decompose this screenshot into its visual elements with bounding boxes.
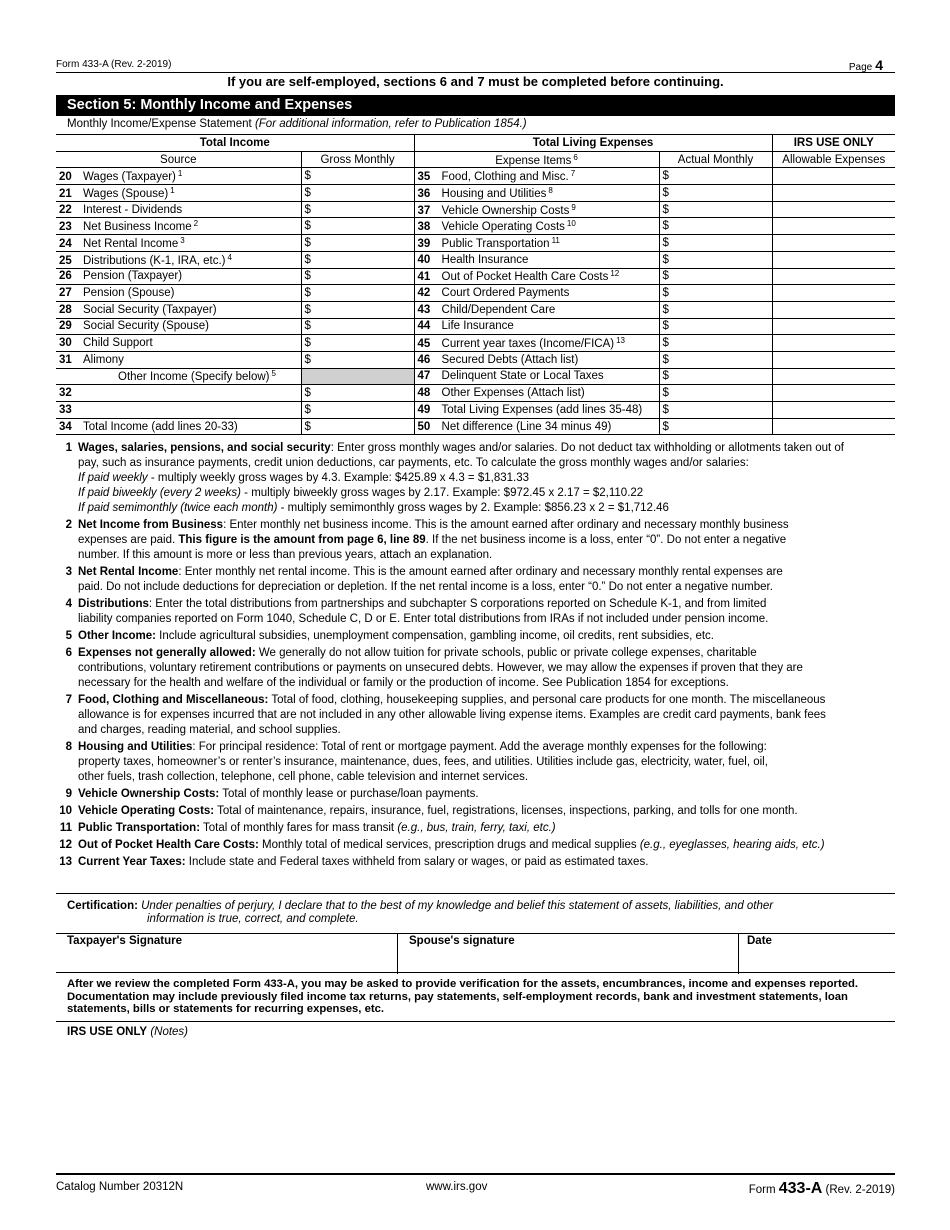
footnote-ref: 5 [271,369,276,379]
table-row [56,301,895,318]
dollar-sign: $ [662,303,669,316]
dollar-sign: $ [662,253,669,266]
dollar-sign: $ [304,203,311,216]
table-row [56,218,895,235]
expense-item-label: Health Insurance [441,253,529,266]
expense-item-cell [414,418,659,435]
expense-item-cell [414,235,659,252]
dollar-sign: $ [662,170,669,183]
dollar-sign: $ [662,270,669,283]
table-row [56,251,895,268]
allowable-expenses-cell [772,268,895,285]
income-source-label: Social Security (Taxpayer) [83,303,217,316]
line-number: 50 [417,420,431,433]
dollar-sign: $ [662,353,669,366]
footnote-2: 2 Net Income from Business: Enter monthly net business income. This is the amount earned after ordinary and necessary monthly business expenses are paid. This figure is the amount from page 6, line 89. If the net business income is a loss, enter “0”. Do not enter a negative number. If this amount is more or less than previous years, attach an explanation. [65,519,789,561]
form-page [56,0,895,1230]
self-employed-notice: If you are self-employed, sections 6 and 7 must be completed before continuing. [227,74,724,89]
expense-item-label: Delinquent State or Local Taxes [441,370,604,383]
table-row [56,335,895,352]
line-number: 25 [59,254,72,267]
dollar-sign: $ [304,320,311,333]
actual-monthly-input[interactable] [659,301,772,318]
dollar-sign: $ [304,287,311,300]
dollar-sign: $ [304,403,311,416]
verification-rule [56,1021,895,1022]
allowable-expenses-cell [772,418,895,435]
dollar-sign: $ [304,236,311,249]
certification-rule [56,893,895,894]
income-source-cell [56,168,301,185]
gross-monthly-input[interactable] [301,218,414,235]
dollar-sign: $ [662,287,669,300]
income-source-cell [56,201,301,218]
actual-monthly-input[interactable] [659,185,772,202]
footnote-ref: 3 [180,235,185,245]
signature-row [56,933,895,973]
dollar-sign: $ [304,253,311,266]
line-number: 21 [59,187,72,200]
expense-item-label: Food, Clothing and Misc. [441,171,569,184]
footnote-ref: 1 [170,185,175,195]
footnote-3: 3 Net Rental Income: Enter monthly net rental income. This is the amount earned after ordinary and necessary monthly rental expenses are paid. Do not include deductions for depreciation or depletion. If the net rental income is a loss, enter “0.” Do not enter a negative number. [65,566,783,593]
actual-monthly-input[interactable] [659,368,772,385]
footnotes [56,441,895,872]
expense-item-label: Current year taxes (Income/FICA) [441,338,615,351]
expense-item-cell [414,218,659,235]
dollar-sign: $ [662,420,669,433]
income-source-cell [56,251,301,268]
table-row [56,168,895,185]
irs-use-only-header: IRS USE ONLY [772,135,895,152]
allowable-expenses-cell [772,351,895,368]
expense-item-cell [414,351,659,368]
expense-item-label: Housing and Utilities [441,187,547,200]
allowable-expenses-cell [772,251,895,268]
footer-rule [56,1173,895,1175]
dollar-sign: $ [662,387,669,400]
income-source-label: Other Income (Specify below) [118,371,270,384]
line-number: 46 [417,353,431,366]
footnote-13: 13 Current Year Taxes: Include state and Federal taxes withheld from salary or wages, or paid as estimated taxes. [59,856,649,868]
gross-monthly-input[interactable] [301,168,414,185]
taxpayer-signature-field[interactable]: Taxpayer's Signature [67,935,183,947]
actual-monthly-input[interactable] [659,218,772,235]
actual-monthly-header: Actual Monthly [659,151,772,168]
expense-item-label: Secured Debts (Attach list) [441,353,579,366]
allowable-expenses-cell [772,385,895,402]
allowable-expenses-cell [772,318,895,335]
dollar-sign: $ [662,236,669,249]
line-number: 47 [417,370,431,383]
line-number: 42 [417,287,431,300]
income-source-cell [56,185,301,202]
expense-item-cell [414,285,659,302]
income-source-cell [56,385,301,402]
footnote-9: 9 Vehicle Ownership Costs: Total of monthly lease or purchase/loan payments. [65,788,479,800]
line-number: 27 [59,287,72,300]
gross-monthly-input[interactable] [301,268,414,285]
table-row [56,351,895,368]
allowable-expenses-cell [772,235,895,252]
gross-monthly-input[interactable] [301,351,414,368]
gross-monthly-input[interactable] [301,235,414,252]
dollar-sign: $ [662,403,669,416]
income-source-label: Pension (Taxpayer) [83,270,183,283]
actual-monthly-input[interactable] [659,201,772,218]
page-header [56,56,895,72]
gross-monthly-input[interactable] [301,285,414,302]
dollar-sign: $ [662,370,669,383]
income-source-cell [56,318,301,335]
footnote-6: 6 Expenses not generally allowed: We generally do not allow tuition for private schools, public or private college expenses, charitable contributions, voluntary retirement contributions or payments on unsecured debts. However, we may allow the expenses if proven that they are necessary for the health and welfare of the individual or family or the production of income. See Publication 1854 for exceptions. [65,647,803,689]
allowable-expenses-cell [772,185,895,202]
actual-monthly-input[interactable] [659,251,772,268]
income-source-cell [56,268,301,285]
expense-item-cell [414,185,659,202]
income-source-label: Interest - Dividends [83,203,183,216]
footnote-ref: 10 [566,219,576,229]
dollar-sign: $ [304,170,311,183]
actual-monthly-input[interactable] [659,351,772,368]
allowable-expenses-cell [772,168,895,185]
allowable-expenses-header: Allowable Expenses [772,151,895,168]
gross-monthly-input[interactable] [301,185,414,202]
date-field[interactable]: Date [738,934,895,974]
dollar-sign: $ [304,270,311,283]
expense-item-cell [414,251,659,268]
actual-monthly-input[interactable] [659,235,772,252]
actual-monthly-input[interactable] [659,285,772,302]
expense-item-cell [414,168,659,185]
page-number: Page 4 [848,57,883,73]
expense-item-cell [414,385,659,402]
table-row [56,385,895,402]
dollar-sign: $ [304,420,311,433]
expense-item-cell [414,368,659,385]
section-title: Section 5: Monthly Income and Expenses [56,95,895,116]
income-source-label: Net Rental Income [83,237,179,250]
line-number: 43 [417,303,431,316]
form-revision: Form 433-A (Rev. 2-2019) [56,59,172,70]
table-row [56,268,895,285]
footnote-ref: 8 [548,185,553,195]
line-number: 28 [59,303,72,316]
spouse-signature-field[interactable]: Spouse's signature [397,934,738,974]
expense-item-label: Child/Dependent Care [441,303,556,316]
line-number: 31 [59,353,72,366]
gross-monthly-input[interactable] [301,402,414,419]
footnote-ref: 2 [193,219,199,229]
footnote-ref: 12 [610,269,620,279]
allowable-expenses-cell [772,218,895,235]
footnote-12: 12 Out of Pocket Health Care Costs: Monthly total of medical services, prescription drugs and medical supplies (e.g., eyeglasses, hearing aids, etc.) [59,839,825,851]
dollar-sign: $ [304,353,311,366]
income-source-cell [56,285,301,302]
total-living-expenses-header: Total Living Expenses [414,135,772,152]
table-row [56,402,895,419]
actual-monthly-input[interactable] [659,418,772,435]
income-source-cell [56,418,301,435]
actual-monthly-input[interactable] [659,385,772,402]
income-source-label: Social Security (Spouse) [83,320,209,333]
actual-monthly-input[interactable] [659,168,772,185]
footnote-7: 7 Food, Clothing and Miscellaneous: Total of food, clothing, housekeeping supplies, and personal care products for one month. The miscellaneous allowance is for expenses incurred that are not included in any other allowable living expense items. Examples are credit card payments, bank fees and charges, reading material, and school supplies. [65,694,826,736]
income-source-label: Pension (Spouse) [83,287,175,300]
allowable-expenses-cell [772,301,895,318]
line-number: 32 [59,387,72,400]
actual-monthly-input[interactable] [659,402,772,419]
allowable-expenses-cell [772,201,895,218]
gross-monthly-input[interactable] [301,301,414,318]
income-source-label: Total Income (add lines 20-33) [83,420,238,433]
table-row [56,318,895,335]
allowable-expenses-cell [772,335,895,352]
line-number: 44 [417,320,431,333]
gross-monthly-input [301,368,414,385]
line-number: 37 [417,204,431,217]
line-number: 45 [417,338,431,351]
table-body [56,168,895,435]
allowable-expenses-cell [772,402,895,419]
expense-item-cell [414,268,659,285]
form-id: Form 433-A (Rev. 2-2019) [748,1180,895,1197]
dollar-sign: $ [662,337,669,350]
gross-monthly-input[interactable] [301,201,414,218]
line-number: 23 [59,221,72,234]
footnote-11: 11 Public Transportation: Total of monthly fares for mass transit (e.g., bus, train, ferry, taxi, etc.) [59,822,556,834]
footnote-5: 5 Other Income: Include agricultural subsidies, unemployment compensation, gambling income, oil credits, rent subsidies, etc. [65,630,714,642]
income-source-label: Alimony [83,353,124,366]
dollar-sign: $ [662,186,669,199]
expense-item-cell [414,301,659,318]
footnote-ref: 1 [177,169,183,179]
income-source-label: Child Support [83,337,153,350]
actual-monthly-input[interactable] [659,335,772,352]
expense-item-label: Life Insurance [441,320,514,333]
certification: Certification: Under penalties of perjury, I declare that to the best of my knowledge and belief this statement of assets, liabilities, and other information is true, correct, and complete. [67,900,774,925]
gross-monthly-input[interactable] [301,318,414,335]
line-number: 20 [59,171,72,184]
income-source-cell [56,235,301,252]
expense-item-label: Public Transportation [441,237,550,250]
line-number: 35 [417,171,431,184]
line-number: 41 [417,271,431,284]
allowable-expenses-cell [772,368,895,385]
line-number: 29 [59,320,72,333]
income-source-cell [56,218,301,235]
gross-monthly-input[interactable] [301,385,414,402]
footnote-ref: 13 [616,336,625,346]
gross-monthly-header: Gross Monthly [301,151,414,168]
line-number: 38 [417,221,431,234]
source-header: Source [56,151,301,168]
expense-items-header: Expense Items $^6$ [414,151,659,168]
expense-item-label: Other Expenses (Attach list) [441,387,585,400]
line-number: 33 [59,403,72,416]
expense-item-label: Vehicle Operating Costs [441,221,565,234]
verification-notice: After we review the completed Form 433-A, you may be asked to provide verification for the assets, encumbrances, income and expenses reported. Documentation may include previously filed income tax returns, pay statements, self-employment records, bank and investment statements, loan statements, bills or statements for recurring expenses, etc. [67,978,859,1015]
line-number: 36 [417,187,431,200]
catalog-number: Catalog Number 20312N [56,1181,184,1193]
expense-item-cell [414,318,659,335]
gross-monthly-input[interactable] [301,418,414,435]
income-source-cell [56,335,301,352]
line-number: 49 [417,403,431,416]
income-source-cell [56,368,301,385]
actual-monthly-input[interactable] [659,318,772,335]
website: www.irs.gov [426,1181,488,1193]
table-row [56,418,895,435]
dollar-sign: $ [304,387,311,400]
total-income-header: Total Income [56,135,414,152]
line-number: 24 [59,237,72,250]
income-source-label: Wages (Spouse) [83,187,169,200]
footnote-ref: 11 [551,235,560,245]
footnote-1: 1 Wages, salaries, pensions, and social security: Enter gross monthly wages and/or salaries. Do not deduct tax withholding or allotments taken out of pay, such as insurance payments, credit union deductions, car payments, etc. To calculate the gross monthly wages and/or salaries: If paid weekly - multiply weekly gross wages by 4.3. Example: $425.89 x 4.3 = $1,831.33 If paid biweekly (every 2 weeks) - multiply biweekly gross wages by 2.17. Example: $972.45 x 2.17 = $2,110.22 If paid semimonthly (twice each month) - multiply semimonthly gross wages by 2. Example: $856.23 x 2 = $1,712.46 [65,442,844,514]
table-row [56,185,895,202]
table-row [56,368,895,385]
footnote-8: 8 Housing and Utilities: For principal residence: Total of rent or mortgage payment. Add the average monthly expenses for the following: property taxes, homeowner’s or renter’s insurance, maintenance, dues, fees, and utilities. Utilities include gas, electricity, water, fuel, oil, other fuels, trash collection, telephone, cell phone, cable television and internet services. [65,741,768,783]
expense-item-label: Net difference (Line 34 minus 49) [441,420,612,433]
footnote-4: 4 Distributions: Enter the total distributions from partnerships and subchapter S corporations reported on Schedule K-1, and from limited liability companies reported on Form 1040, Schedule C, D or E. Enter total distributions from IRAs if not included under pension income. [65,598,769,625]
table-row [56,235,895,252]
income-source-cell [56,402,301,419]
gross-monthly-input[interactable] [301,251,414,268]
dollar-sign: $ [304,220,311,233]
allowable-expenses-cell [772,285,895,302]
expense-item-label: Out of Pocket Health Care Costs [441,271,609,284]
footnote-ref: 9 [571,202,576,212]
footnote-ref: 7 [570,169,576,179]
expense-item-cell [414,402,659,419]
expense-item-cell [414,201,659,218]
income-source-cell [56,301,301,318]
gross-monthly-input[interactable] [301,335,414,352]
income-source-label: Distributions (K-1, IRA, etc.) [83,254,226,267]
footnote-10: 10 Vehicle Operating Costs: Total of maintenance, repairs, insurance, fuel, registrations, licenses, inspections, parking, and tolls for one month. [59,805,798,817]
line-number: 39 [417,237,431,250]
irs-notes: IRS USE ONLY (Notes) [67,1026,189,1038]
expense-item-label: Vehicle Ownership Costs [441,204,570,217]
expense-item-label: Total Living Expenses (add lines 35-48) [441,403,643,416]
dollar-sign: $ [662,203,669,216]
line-number: 30 [59,337,72,350]
line-number: 34 [59,420,72,433]
footnote-ref: 4 [227,252,232,262]
header-rule [56,72,895,73]
line-number: 40 [417,253,431,266]
table-row [56,285,895,302]
income-source-label: Net Business Income [83,221,192,234]
section-subtitle: Monthly Income/Expense Statement (For additional information, refer to Publication 1854.) [67,118,527,130]
expense-item-cell [414,335,659,352]
income-expense-table [56,134,895,435]
page-footer [56,1180,895,1198]
line-number: 48 [417,387,431,400]
line-number: 22 [59,203,72,216]
dollar-sign: $ [662,320,669,333]
actual-monthly-input[interactable] [659,268,772,285]
line-number: 26 [59,270,72,283]
dollar-sign: $ [304,303,311,316]
dollar-sign: $ [304,337,311,350]
income-source-cell [56,351,301,368]
table-row [56,201,895,218]
expense-item-label: Court Ordered Payments [441,287,570,300]
dollar-sign: $ [662,220,669,233]
dollar-sign: $ [304,186,311,199]
income-source-label: Wages (Taxpayer) [83,171,176,184]
